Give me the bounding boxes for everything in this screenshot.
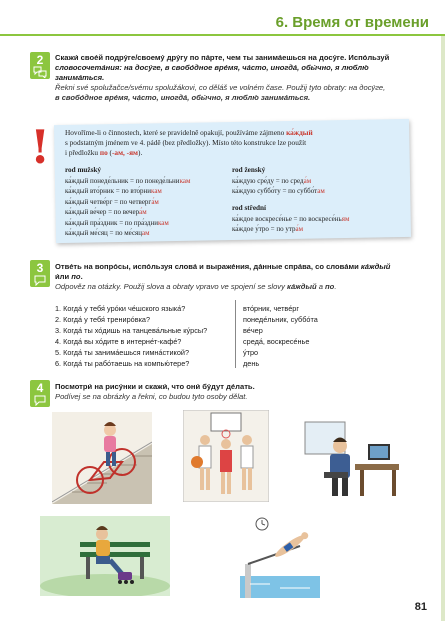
exercise-4-ru: Посмотри́ на рису́нки и скажи́, что они́ бу́дут де́лать. [55, 382, 255, 391]
fem-item: ка́ждую суббо́ту = по суббо́там [232, 187, 325, 196]
question-item: 2. Когда́ у тебя́ трениро́вка? [55, 315, 151, 324]
note-highlight-po: по [99, 148, 108, 157]
exercise-3-badge [30, 260, 50, 287]
neuter-title: rod střední [232, 204, 267, 212]
question-item: 3. Когда́ ты хо́дишь на танцева́льные ку́рсы? [55, 326, 208, 335]
speech-bubble-icon [33, 274, 47, 286]
masc-item: ка́ждый четве́рг = по четверга́м [65, 197, 159, 206]
answer-hint-item: вто́рник, четве́рг [243, 304, 299, 313]
neut-item: ка́ждое у́тро = по утра́м [232, 225, 304, 234]
neuter-list [232, 214, 349, 235]
exercise-2-instructions [55, 53, 420, 103]
answer-divider [235, 300, 236, 368]
masc-item: ка́ждый понеде́льник = по понеде́льникам [65, 177, 191, 185]
masculine-title: rod mužský [65, 166, 102, 174]
question-item: 5. Когда́ ты занима́ешься гимна́стикой? [55, 348, 190, 357]
exercise-4-badge [30, 380, 50, 407]
answer-hint-item: среда́, воскресе́нье [243, 337, 310, 346]
speech-bubble-icon [33, 394, 47, 406]
exercise-2-badge [30, 52, 50, 79]
exercise-2-cz-line1: Řekni své spolužačce/svému spolužákovi, co děláš ve volném čase. Použij tyto obraty: на досу́ге, [55, 83, 386, 92]
answer-hint-list [243, 303, 318, 369]
page-side-strip [441, 36, 445, 621]
page-header [0, 0, 445, 38]
exercise-2-number: 2 [36, 53, 44, 67]
speech-bubbles-icon [33, 66, 47, 78]
masc-item: ка́ждый ме́сяц = по ме́сяцам [65, 229, 150, 238]
illustration-girl-bike-stairs [52, 412, 152, 504]
note-intro-text-3: i předložku [65, 148, 100, 157]
chapter-title: 6. Время от времени [275, 14, 429, 31]
illustration-swimmer-diving [240, 516, 320, 598]
question-item: 1. Когда́ у тебя́ уро́ки че́шского языка́? [55, 304, 186, 313]
exercise-3-cz-line: Odpověz na otázky. Použij slova a obraty vpravo ve spojení se slovy ка́ждый a по. [55, 282, 337, 291]
exercise-2-ru-line3: занима́ться. [55, 73, 105, 82]
exercise-2-ru-line2: словосочета́ния: на досу́ге, в свобо́дное вре́мя, ча́сто, иногда́, обы́чно, я люблю́ [55, 63, 369, 72]
question-list [55, 303, 207, 369]
masc-item: ка́ждый вто́рник = по вто́рникам [65, 187, 162, 196]
exercise-3-ru-line2: и́ли по. [55, 272, 83, 281]
masc-item: ка́ждый пра́здник = по пра́здникам [65, 218, 169, 227]
question-item: 4. Когда́ вы хо́дите в интерне́т-кафе́? [55, 337, 182, 346]
exercise-2-ru-line1: Скажи́ свое́й подру́ге/своему́ дру́гу по па́рте, чем ты занима́ешься на досу́ге. Испо́льзуй [55, 53, 390, 62]
answer-hint-item: понеде́льник, суббо́та [243, 315, 318, 324]
illustration-basketball-players [183, 410, 269, 502]
exclamation-icon: ! [30, 120, 51, 174]
illustration-girl-rollerblades-bench [40, 516, 170, 596]
answer-hint-item: у́тро [243, 348, 259, 357]
exercise-3-instructions [55, 262, 420, 292]
question-item: 6. Когда́ ты рабо́таешь на компью́тере? [55, 359, 190, 368]
answer-hint-item: день [243, 359, 260, 368]
masc-item: ка́ждый ве́чер = по вечера́м [65, 208, 147, 217]
note-highlight-endings: -ам, -ям [111, 148, 139, 157]
exercise-4-instructions [55, 382, 420, 402]
masculine-list [65, 176, 190, 238]
fem-item: ка́ждую сре́ду = по среда́м [232, 177, 312, 185]
exercise-3-number: 3 [36, 261, 44, 275]
illustration-man-at-computer [300, 412, 400, 502]
header-divider [0, 34, 445, 36]
exercise-3-ru-line1: Отве́ть на вопро́сы, испо́льзуя слова́ и выраже́ния, да́нные спра́ва, со слова́ми ка́ждый [55, 262, 391, 271]
neut-item: ка́ждое воскресе́нье = по воскресе́ньям [232, 215, 350, 223]
note-highlight-kazhdyj: ка́ждый [286, 128, 313, 137]
answer-hint-item: ве́чер [243, 326, 263, 335]
grammar-note-intro [65, 128, 365, 158]
exercise-4-number: 4 [36, 381, 44, 395]
note-intro-text-1: Hovoříme-li o činnostech, které se pravidelně opakují, používáme zájmeno [65, 128, 287, 137]
feminine-list [232, 176, 325, 197]
page-number: 81 [414, 601, 427, 613]
note-intro-paren-open: ( [107, 148, 112, 157]
note-intro-text-2: s podstatným jménem ve 4. pádě (bez předložky). Místo této konstrukce lze použít [65, 138, 307, 147]
exercise-2-cz-line2: в свобо́дное вре́мя, ча́сто, иногда́, обы́чно, я люблю́ занима́ться. [55, 93, 311, 102]
exercise-4-cz: Podívej se na obrázky a řekni, co budou tyto osoby dělat. [55, 392, 248, 401]
feminine-title: rod ženský [232, 166, 266, 174]
note-intro-paren-close: ). [138, 148, 143, 157]
